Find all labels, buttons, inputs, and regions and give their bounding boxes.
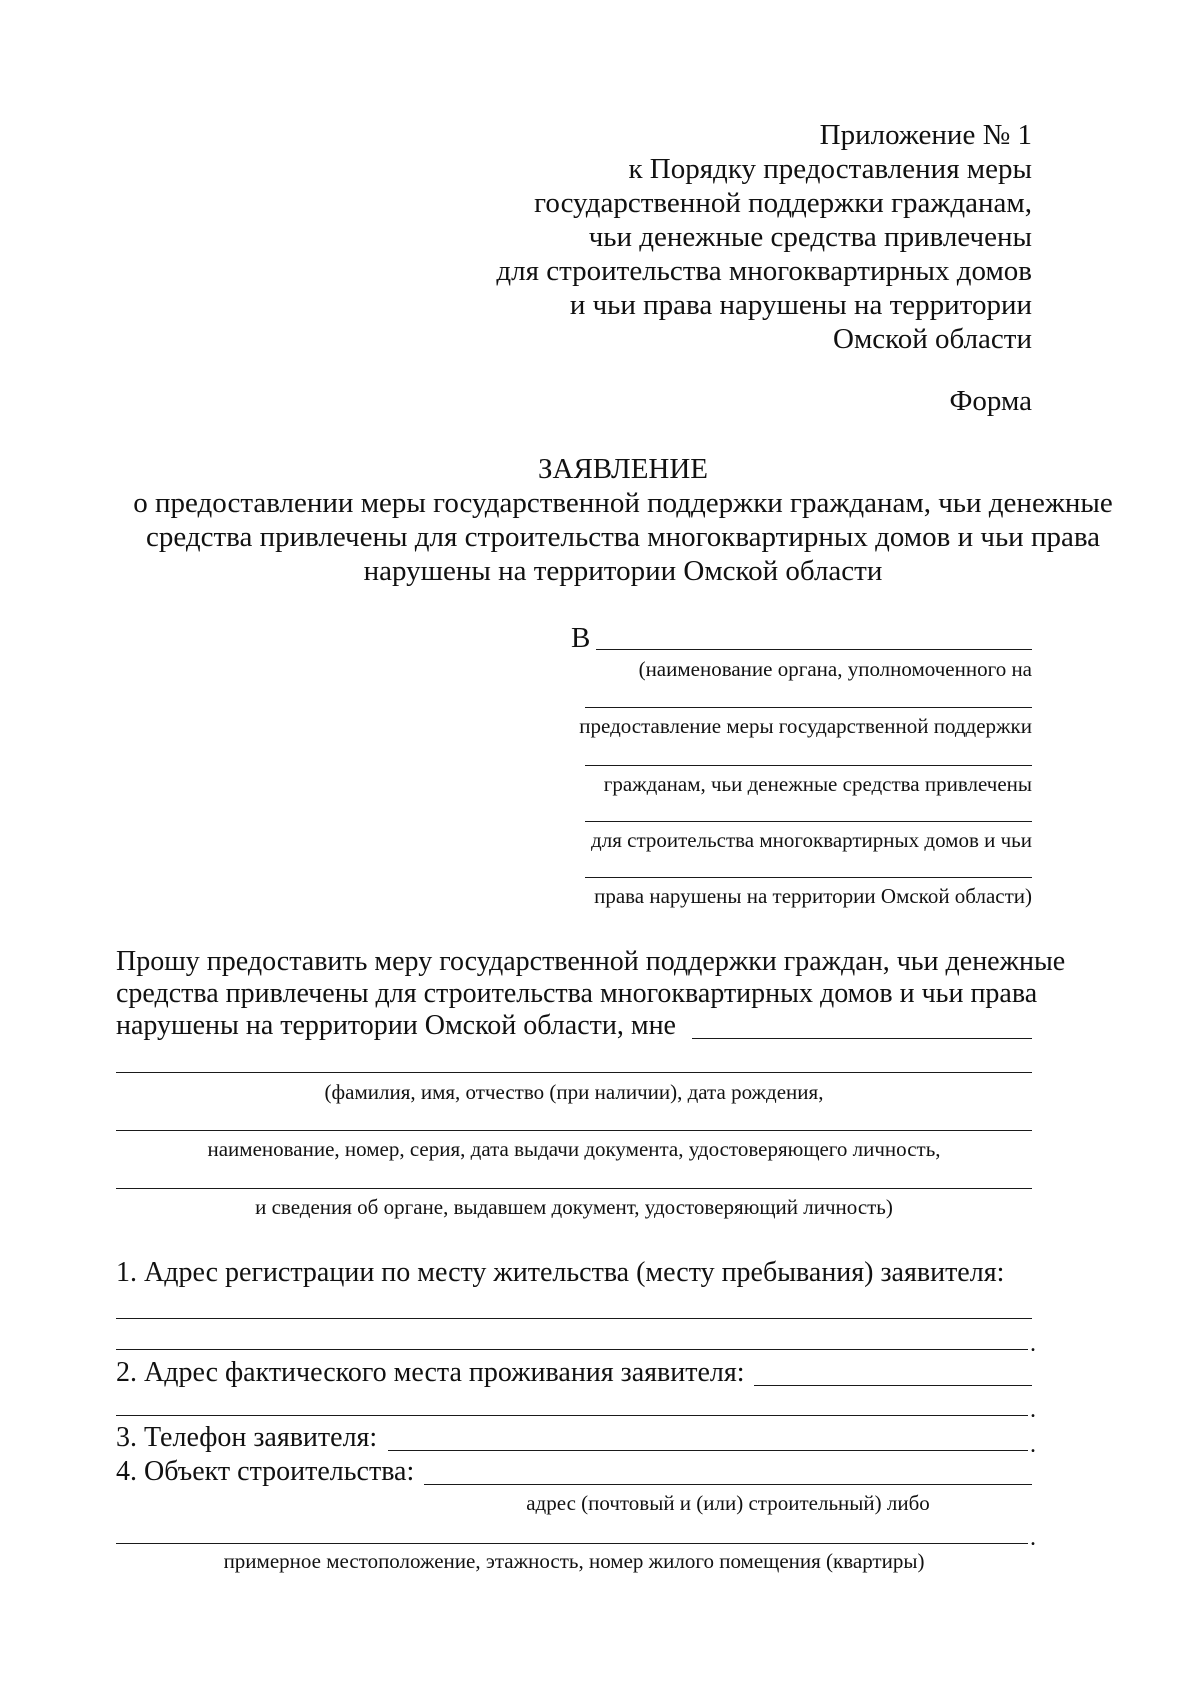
construction-object-caption: примерное местоположение, этажность, номер жилого помещения (квартиры) [223, 1549, 925, 1573]
request-line: Прошу предоставить меру государственной поддержки граждан, чьи денежные [116, 946, 1066, 977]
header-line: и чьи права нарушены на территории [569, 289, 1032, 321]
item-phone-label: 3. Телефон заявителя: [116, 1422, 378, 1453]
addressee-caption: гражданам, чьи денежные средства привлечены [603, 772, 1032, 796]
registration-address-field[interactable] [116, 1349, 1028, 1350]
header-line: Приложение № 1 [819, 119, 1032, 151]
header-line: Омской области [833, 323, 1032, 355]
addressee-field[interactable] [585, 707, 1032, 708]
form-label: Форма [949, 385, 1032, 417]
period-mark: . [1030, 1432, 1036, 1458]
applicant-caption: (фамилия, имя, отчество (при наличии), дата рождения, [324, 1080, 824, 1104]
applicant-caption: наименование, номер, серия, дата выдачи документа, удостоверяющего личность, [207, 1137, 941, 1161]
item-registration-address-label: 1. Адрес регистрации по месту жительства (месту пребывания) заявителя: [116, 1257, 1005, 1288]
item-construction-object-label: 4. Объект строительства: [116, 1456, 415, 1487]
actual-address-field[interactable] [116, 1415, 1028, 1416]
addressee-caption: права нарушены на территории Омской области) [594, 884, 1032, 908]
addressee-prefix: В [571, 622, 591, 654]
applicant-field[interactable] [116, 1072, 1032, 1073]
header-line: чьи денежные средства привлечены [588, 221, 1032, 253]
item-actual-address-label: 2. Адрес фактического места проживания заявителя: [116, 1357, 745, 1388]
addressee-caption: предоставление меры государственной поддержки [579, 714, 1032, 738]
addressee-field[interactable] [585, 765, 1032, 766]
addressee-caption: для строительства многоквартирных домов и чьи [591, 828, 1032, 852]
period-mark: . [1030, 1525, 1036, 1551]
subtitle-line: о предоставлении меры государственной поддержки гражданам, чьи денежные [133, 487, 1113, 519]
applicant-caption: и сведения об органе, выдавшем документ, удостоверяющий личность) [255, 1195, 893, 1219]
construction-object-caption: адрес (почтовый и (или) строительный) либо [526, 1491, 930, 1515]
actual-address-field[interactable] [754, 1385, 1032, 1386]
subtitle-line: средства привлечены для строительства многоквартирных домов и чьи права [145, 521, 1101, 553]
request-line: нарушены на территории Омской области, мне [116, 1010, 676, 1041]
applicant-name-field[interactable] [692, 1038, 1032, 1039]
header-line: к Порядку предоставления меры [628, 153, 1032, 185]
header-line: государственной поддержки гражданам, [534, 187, 1032, 219]
period-mark: . [1030, 1397, 1036, 1423]
applicant-field[interactable] [116, 1188, 1032, 1189]
construction-object-field[interactable] [116, 1543, 1028, 1544]
subtitle-line: нарушены на территории Омской области [363, 555, 883, 587]
construction-object-field[interactable] [424, 1484, 1032, 1485]
document-subtitle [0, 486, 1200, 588]
period-mark: . [1030, 1331, 1036, 1357]
document-title: ЗАЯВЛЕНИЕ [537, 453, 709, 485]
header-block [496, 118, 1032, 356]
addressee-field[interactable] [585, 821, 1032, 822]
phone-field[interactable] [388, 1450, 1028, 1451]
applicant-field[interactable] [116, 1130, 1032, 1131]
request-line: средства привлечены для строительства многоквартирных домов и чьи права [116, 978, 1038, 1009]
addressee-caption: (наименование органа, уполномоченного на [638, 657, 1032, 681]
header-line: для строительства многоквартирных домов [496, 255, 1032, 287]
registration-address-field[interactable] [116, 1318, 1032, 1319]
addressee-field[interactable] [596, 649, 1032, 650]
addressee-field[interactable] [585, 877, 1032, 878]
